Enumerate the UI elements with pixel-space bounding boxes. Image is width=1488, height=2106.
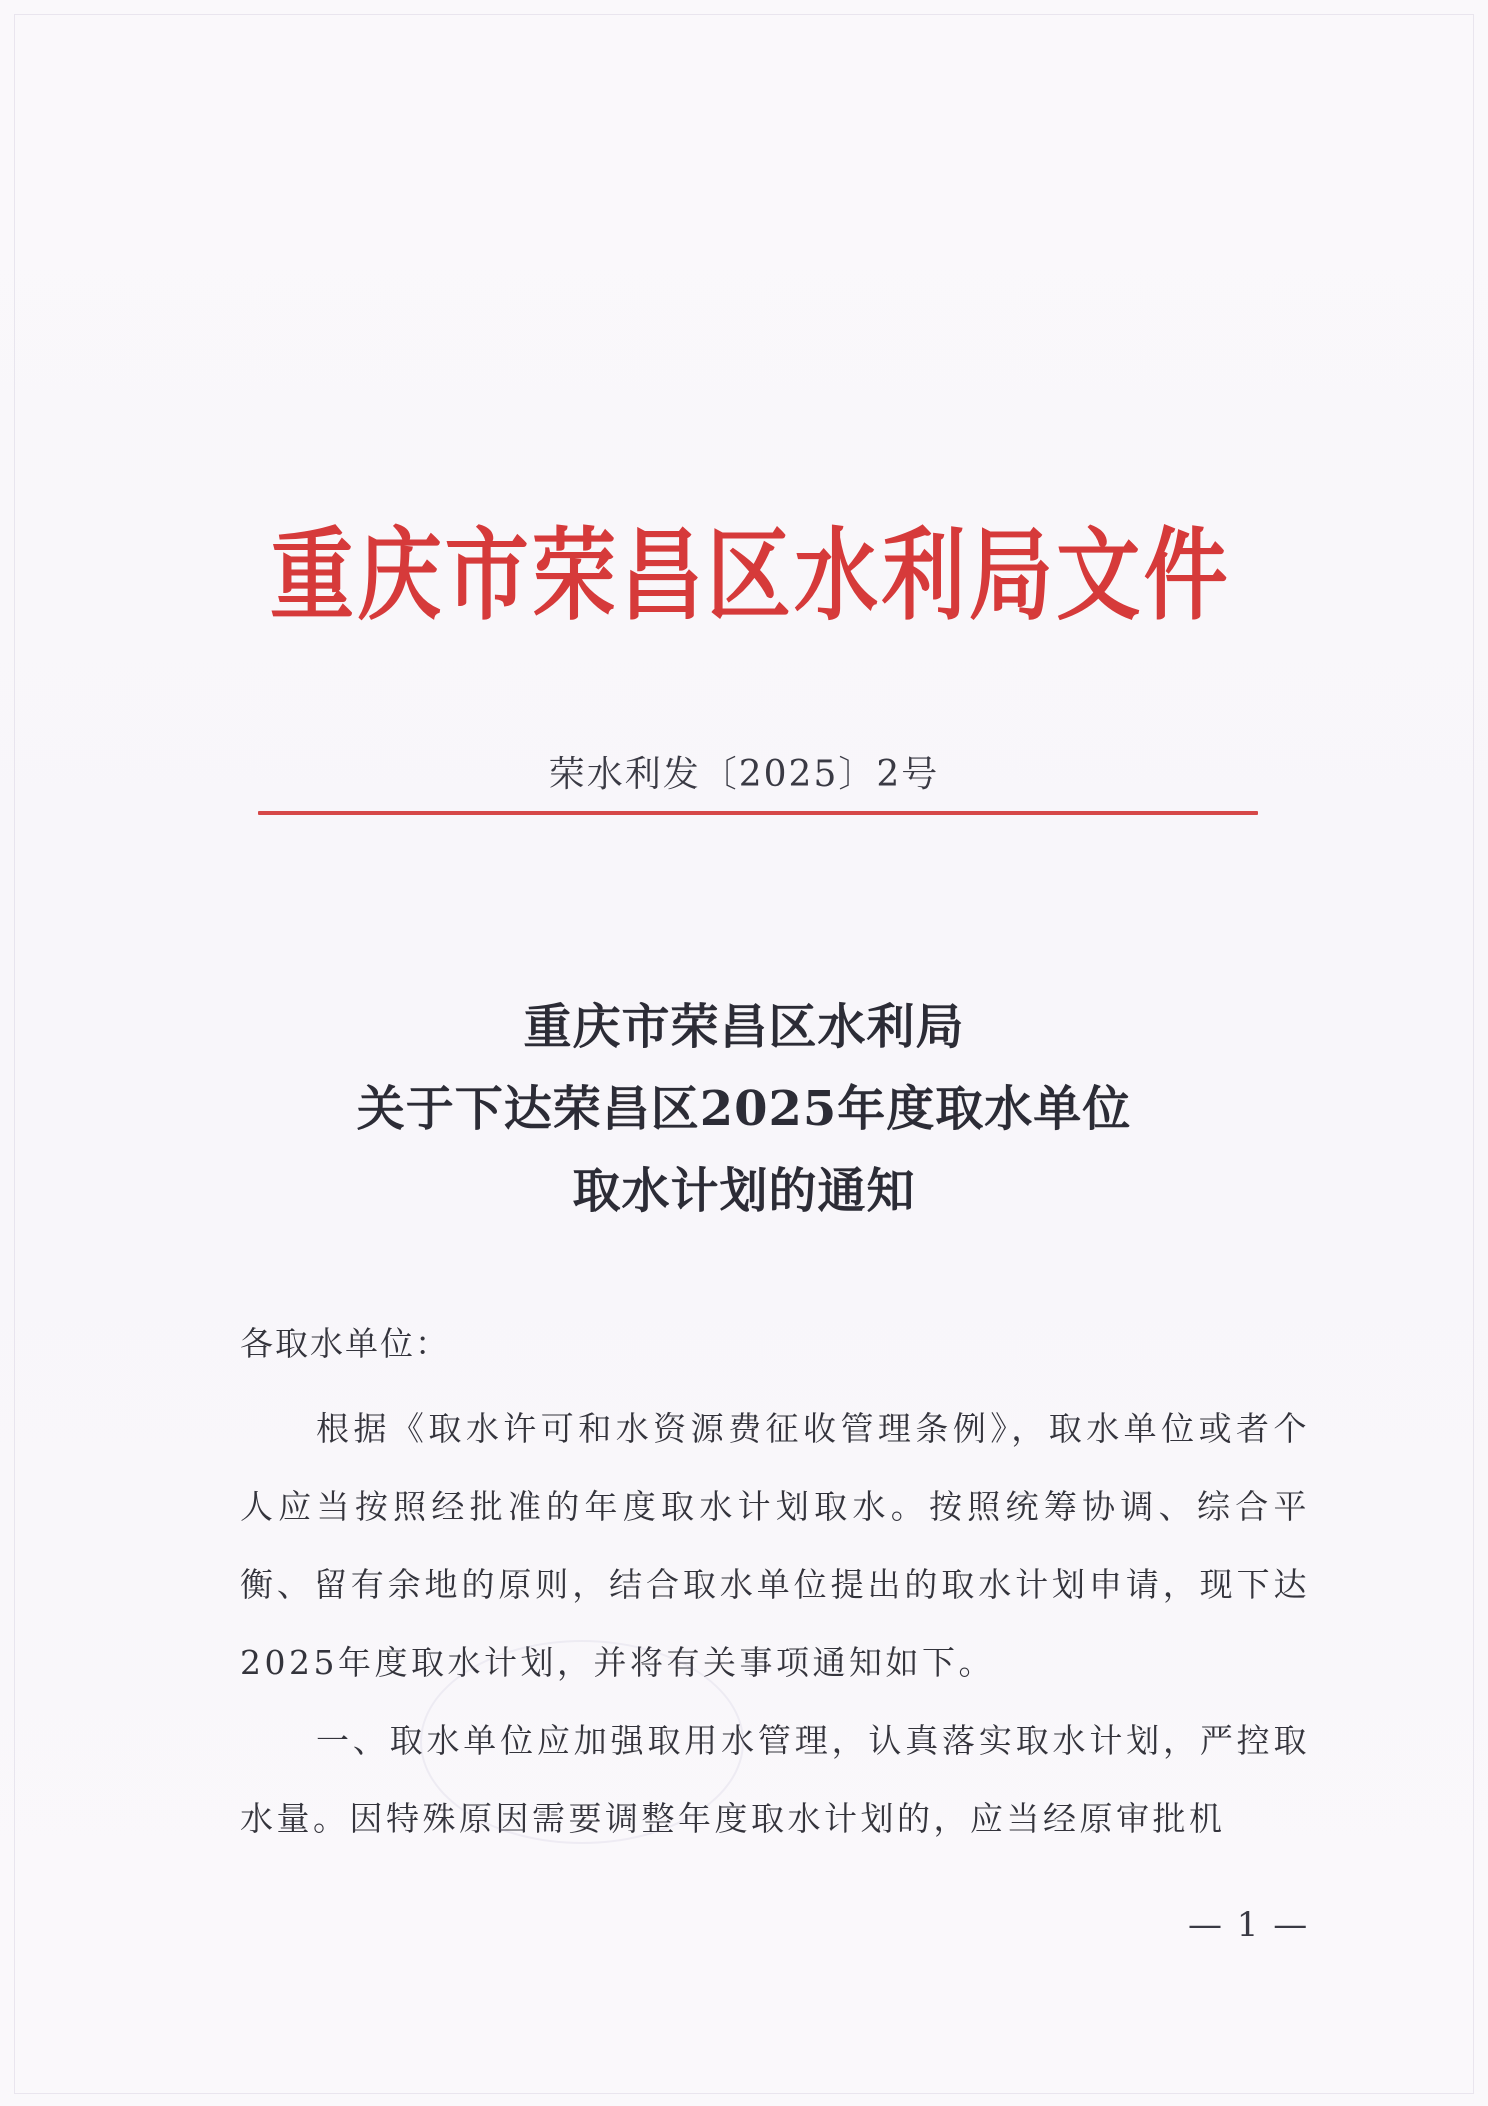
title-line-3: 取水计划的通知 <box>572 1163 916 1219</box>
red-header-title: 重庆市荣昌区水利局文件 <box>270 516 1231 634</box>
title-line-2: 关于下达荣昌区2025年度取水单位 <box>356 1081 1132 1137</box>
paragraph-2: 一、取水单位应加强取用水管理，认真落实取水计划，严控取水量。因特殊原因需要调整年度取水计划的，应当经原审批机 <box>240 1721 1310 1838</box>
document-number: 荣水利发〔2025〕2号 <box>548 754 940 795</box>
title-line-1: 重庆市荣昌区水利局 <box>523 999 965 1055</box>
salutation: 各取水单位： <box>240 1324 450 1363</box>
body-text <box>240 1390 1310 1858</box>
page-number: — 1 — <box>1188 1905 1310 1945</box>
notice-title <box>0 986 1488 1232</box>
paragraph-1: 根据《取水许可和水资源费征收管理条例》，取水单位或者个人应当按照经批准的年度取水计划取水。按照统筹协调、综合平衡、留有余地的原则，结合取水单位提出的取水计划申请，现下达2025年度取水计划，并将有关事项通知如下。 <box>240 1409 1310 1682</box>
red-separator-line <box>258 811 1258 815</box>
